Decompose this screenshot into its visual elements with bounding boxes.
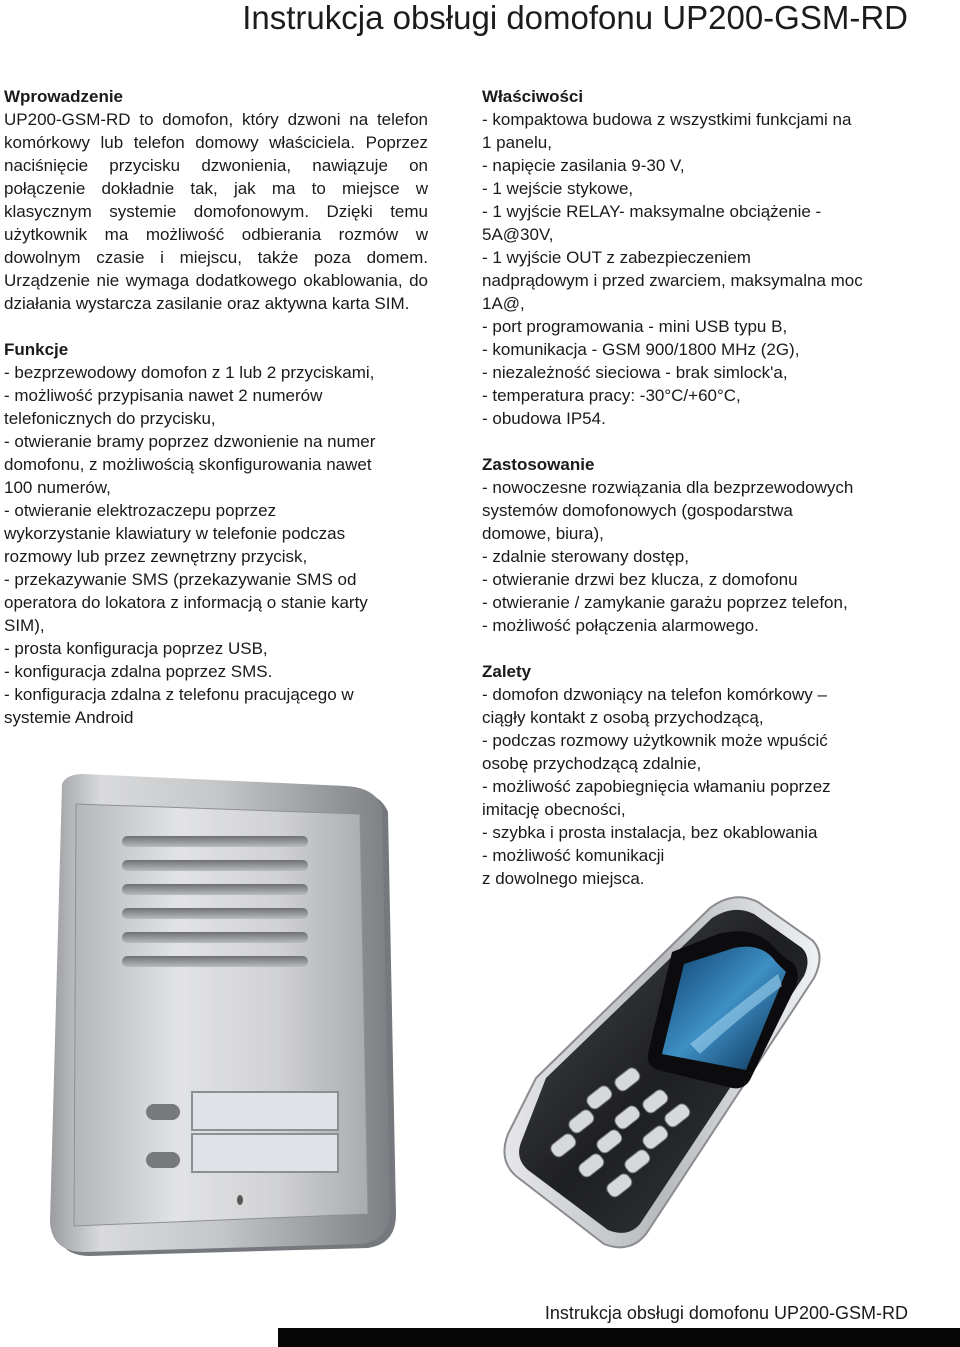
properties-line: 1A@, (482, 294, 525, 313)
advantages-line: z dowolnego miejsca. (482, 869, 645, 888)
usage-line: - otwieranie / zamykanie garażu poprzez telefon, (482, 593, 848, 612)
advantages-line: - podczas rozmowy użytkownik może wpuścić (482, 731, 828, 750)
properties-line: nadprądowym i przed zwarciem, maksymalna moc (482, 271, 863, 290)
advantages-list (482, 683, 912, 890)
usage-line: - zdalnie sterowany dostęp, (482, 547, 689, 566)
properties-heading: Właściwości (482, 87, 584, 106)
advantages-line: ciągły kontakt z osobą przychodzącą, (482, 708, 764, 727)
advantages-heading: Zalety (482, 662, 532, 681)
properties-line: - obudowa IP54. (482, 409, 606, 428)
functions-line: wykorzystanie klawiatury w telefonie podczas (4, 524, 346, 543)
functions-line: - prosta konfiguracja poprzez USB, (4, 639, 268, 658)
functions-line: - otwieranie elektrozaczepu poprzez (4, 501, 277, 520)
properties-line: - temperatura pracy: -30°C/+60°C, (482, 386, 741, 405)
name-label-1 (192, 1092, 338, 1130)
functions-heading: Funkcje (4, 340, 69, 359)
advantages-line: - możliwość zapobiegnięcia włamaniu poprzez (482, 777, 831, 796)
properties-list (482, 108, 912, 430)
functions-line: rozmowy lub przez zewnętrzny przycisk, (4, 547, 308, 566)
properties-line: - 1 wyjście RELAY- maksymalne obciążenie - (482, 202, 822, 221)
advantages-line: imitację obecności, (482, 800, 626, 819)
functions-line: - konfiguracja zdalna z telefonu pracującego w (4, 685, 354, 704)
advantages-line: - szybka i prosta instalacja, bez okablowania (482, 823, 818, 842)
functions-line: - możliwość przypisania nawet 2 numerów (4, 386, 323, 405)
usage-heading: Zastosowanie (482, 455, 595, 474)
advantages-line: osobę przychodzącą zdalnie, (482, 754, 702, 773)
footer-title: Instrukcja obsługi domofonu UP200-GSM-RD (544, 1303, 908, 1323)
mobile-phone-image (496, 894, 826, 1250)
functions-line: telefonicznych do przycisku, (4, 409, 216, 428)
properties-line: - komunikacja - GSM 900/1800 MHz (2G), (482, 340, 800, 359)
functions-line: systemie Android (4, 708, 134, 727)
properties-line: - napięcie zasilania 9-30 V, (482, 156, 685, 175)
footer-bar (278, 1328, 960, 1347)
intro-text: UP200-GSM-RD to domofon, który dzwoni na telefon komórkowy lub telefon domowy właściciela. Poprzez naciśnięcie przycisku dzwonienia, nawiązuje on połączenie dokładnie tak, jak ma to miejsce w klasycznym systemie domofonowym. Dzięki temu użytkownik ma możliwość odbierania rozmów w dowolnym czasie i miejscu, także poza domem. Urządzenie nie wymaga dodatkowego okablowania, do działania wystarcza zasilanie oraz aktywna karta SIM. (4, 110, 428, 313)
microphone-hole (237, 1195, 243, 1205)
right-column (482, 85, 912, 890)
properties-line: - kompaktowa budowa z wszystkimi funkcjami na (482, 110, 852, 129)
usage-list (482, 476, 912, 637)
properties-line: - 1 wejście stykowe, (482, 179, 634, 198)
usage-line: - możliwość połączenia alarmowego. (482, 616, 759, 635)
properties-line: - niezależność sieciowa - brak simlock'a, (482, 363, 788, 382)
name-label-2 (192, 1134, 338, 1172)
usage-line: - nowoczesne rozwiązania dla bezprzewodowych (482, 478, 854, 497)
advantages-line: - możliwość komunikacji (482, 846, 665, 865)
usage-line: domowe, biura), (482, 524, 604, 543)
usage-line: - otwieranie drzwi bez klucza, z domofonu (482, 570, 798, 589)
advantages-line: - domofon dzwoniący na telefon komórkowy – (482, 685, 827, 704)
left-column (4, 85, 428, 729)
call-button-1 (146, 1104, 180, 1120)
functions-line: - otwieranie bramy poprzez dzwonienie na numer (4, 432, 376, 451)
functions-line: 100 numerów, (4, 478, 111, 497)
properties-line: - port programowania - mini USB typu B, (482, 317, 788, 336)
properties-line: - 1 wyjście OUT z zabezpieczeniem (482, 248, 751, 267)
functions-line: - konfiguracja zdalna poprzez SMS. (4, 662, 273, 681)
properties-line: 1 panelu, (482, 133, 552, 152)
intercom-image (50, 774, 402, 1256)
functions-line: operatora do lokatora z informacją o stanie karty (4, 593, 368, 612)
functions-line: - przekazywanie SMS (przekazywanie SMS od (4, 570, 357, 589)
functions-line: domofonu, z możliwością skonfigurowania nawet (4, 455, 372, 474)
usage-line: systemów domofonowych (gospodarstwa (482, 501, 793, 520)
page-title: Instrukcja obsługi domofonu UP200-GSM-RD (242, 0, 908, 36)
functions-line: SIM), (4, 616, 45, 635)
call-button-2 (146, 1152, 180, 1168)
properties-line: 5A@30V, (482, 225, 554, 244)
intro-heading: Wprowadzenie (4, 87, 124, 106)
functions-line: - bezprzewodowy domofon z 1 lub 2 przyciskami, (4, 363, 375, 382)
functions-list (4, 361, 428, 729)
